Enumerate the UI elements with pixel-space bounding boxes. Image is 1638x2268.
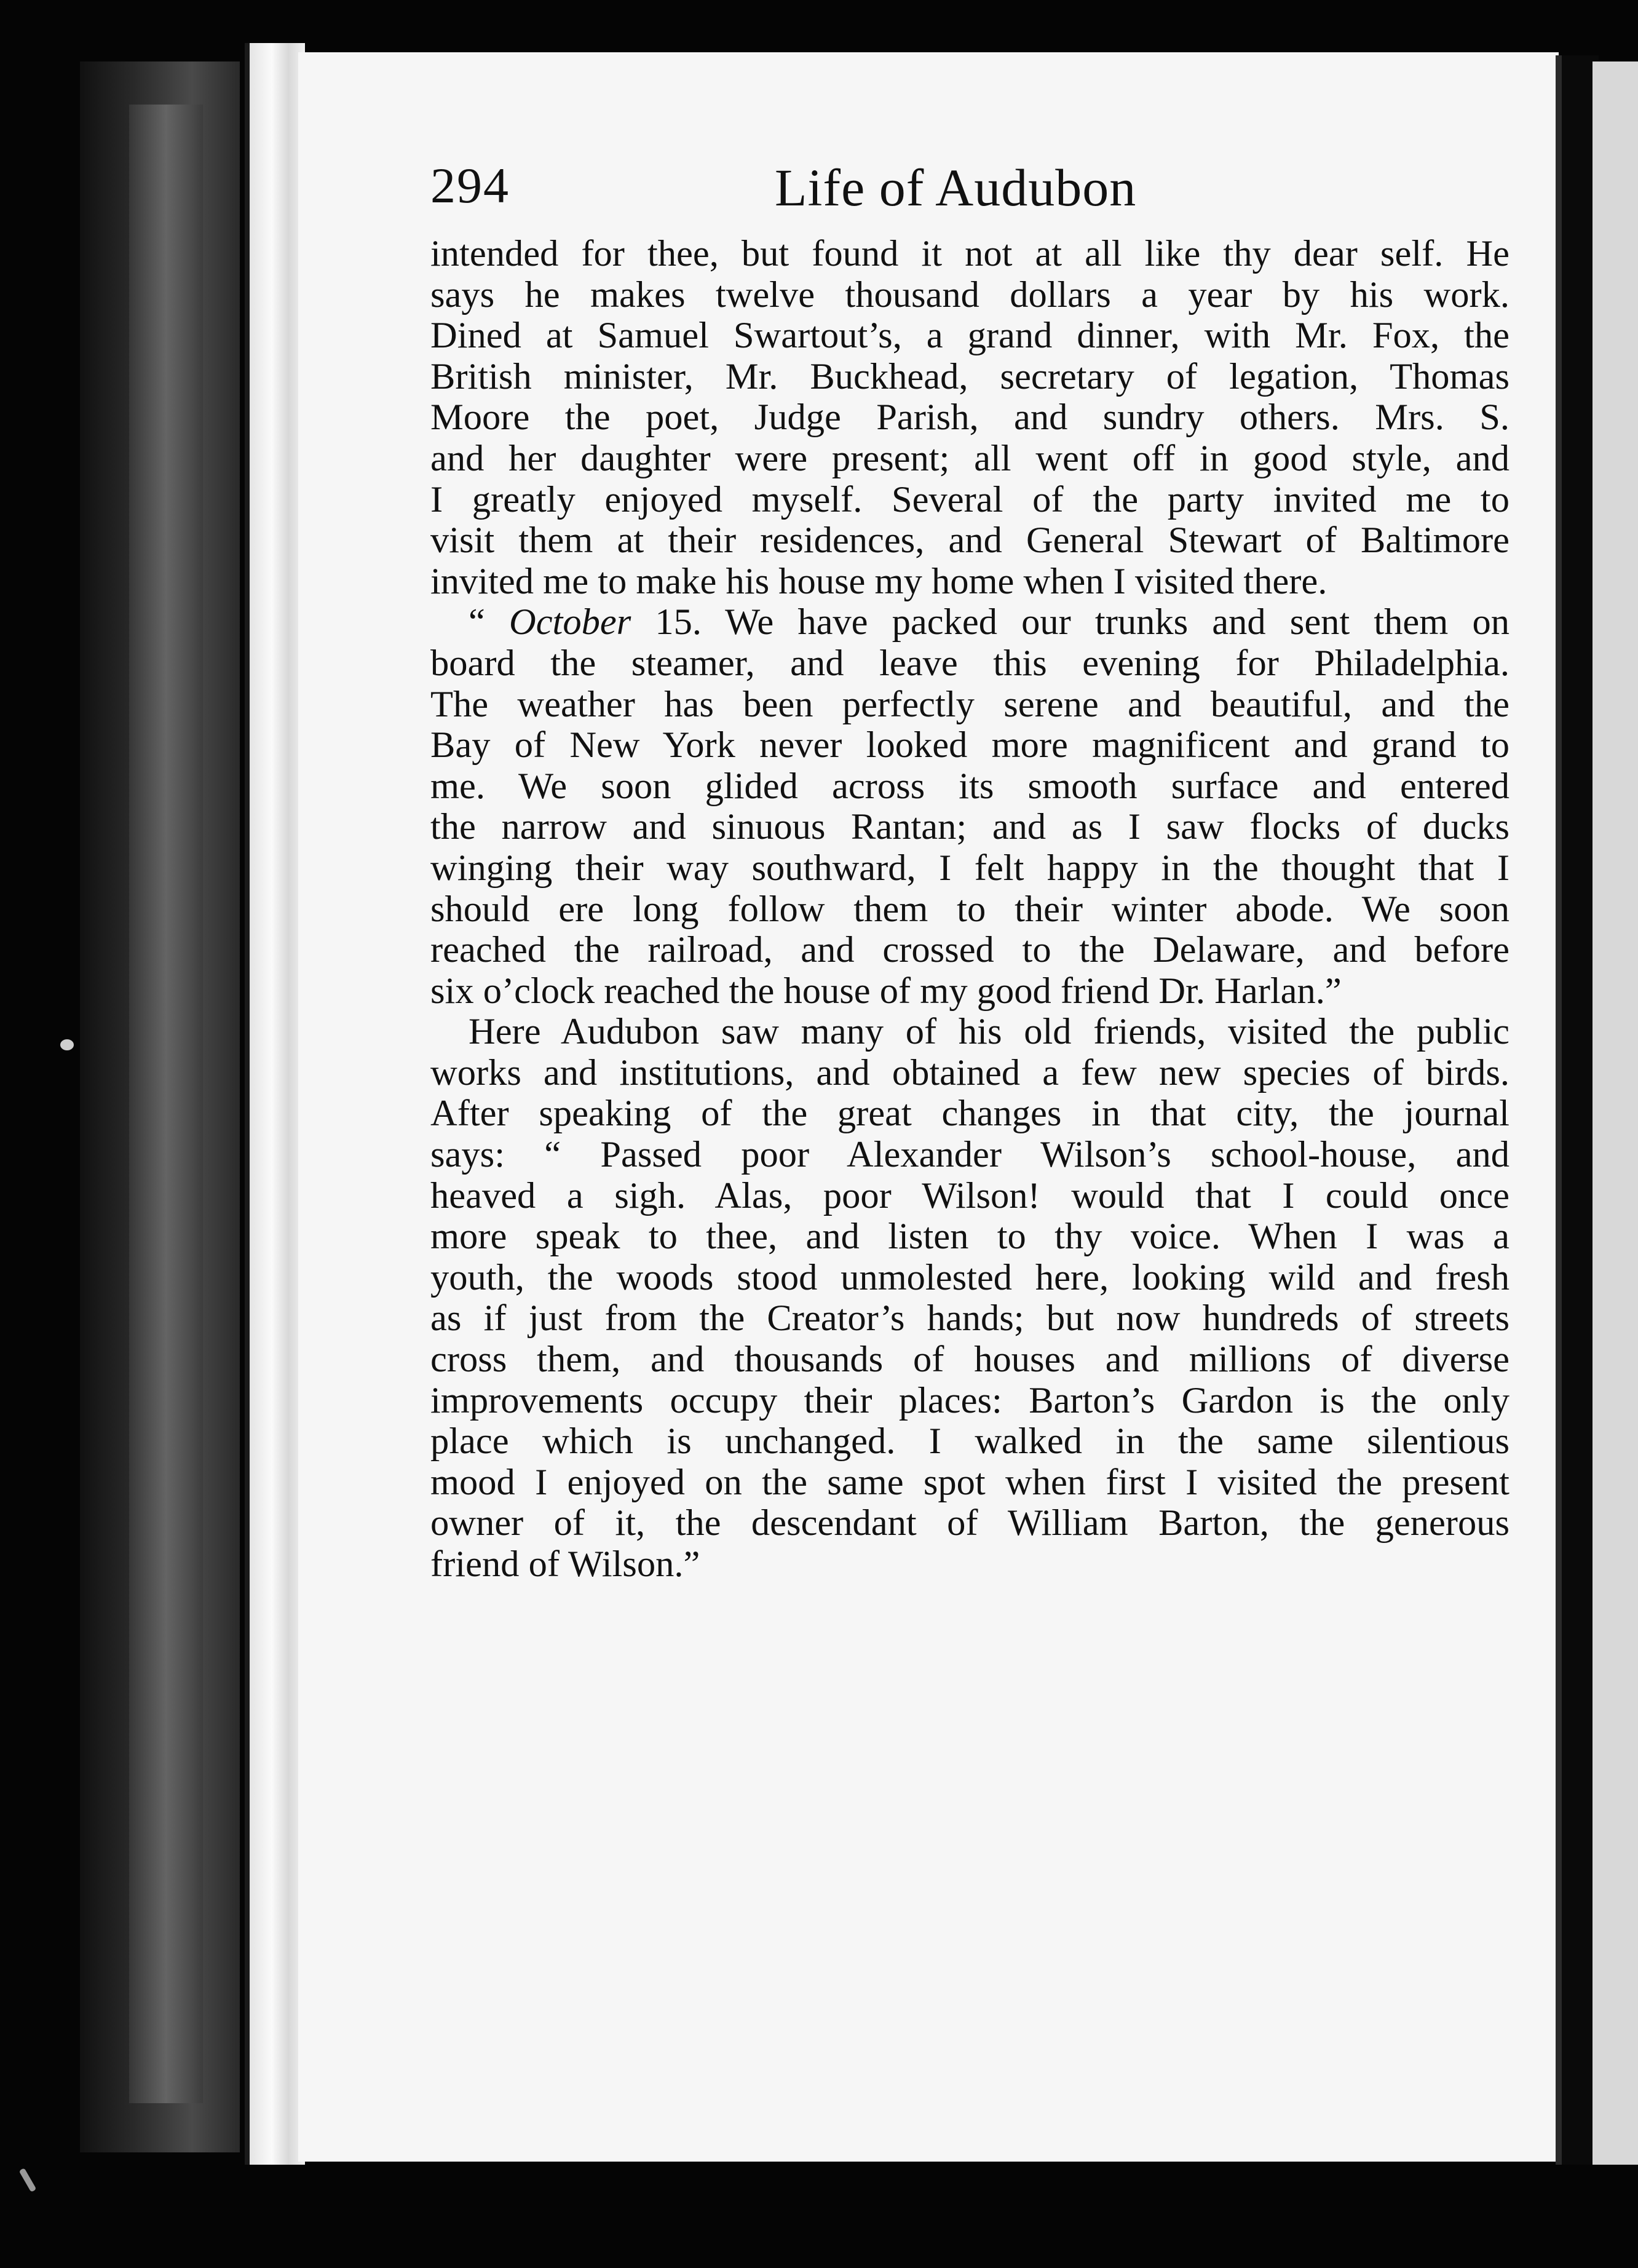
text-line: invited me to make his house my home when I visited there.	[430, 560, 1327, 602]
text-line: place which is unchanged. I walked in the same silentious	[430, 1421, 1509, 1462]
scan-speck	[60, 1039, 74, 1050]
spine-band	[129, 105, 203, 2103]
paragraph-1	[430, 234, 1509, 602]
text-line: heaved a sigh. Alas, poor Wilson! would that I could once	[430, 1175, 1509, 1216]
text-line: reached the railroad, and crossed to the Delaware, and before	[430, 929, 1509, 971]
page-edge	[245, 43, 305, 2165]
first-line-rest: 15. We have packed our trunks and sent them on	[631, 601, 1509, 643]
scan-speck	[19, 2168, 37, 2192]
text-line: Dined at Samuel Swartout’s, a grand dinner, with Mr. Fox, the	[430, 315, 1509, 357]
text-line: should ere long follow them to their winter abode. We soon	[430, 888, 1509, 930]
paragraph-2	[430, 602, 1509, 1012]
text-line: I greatly enjoyed myself. Several of the party invited me to	[430, 478, 1509, 520]
text-line: youth, the woods stood unmolested here, looking wild and fresh	[430, 1256, 1509, 1298]
text-line: says he makes twelve thousand dollars a year by his work.	[430, 274, 1509, 315]
text-line: the narrow and sinuous Rantan; and as I saw flocks of ducks	[430, 806, 1509, 848]
text-line: The weather has been perfectly serene and beautiful, and the	[430, 683, 1509, 725]
text-line: friend of Wilson.”	[430, 1544, 700, 1585]
text-line: more speak to thee, and listen to thy voice. When I was a	[430, 1216, 1509, 1258]
text-line: owner of it, the descendant of William Barton, the generous	[430, 1502, 1509, 1544]
text-line: Here Audubon saw many of his old friends, visited the public	[469, 1011, 1509, 1053]
text-line: works and institutions, and obtained a few new species of birds.	[430, 1052, 1509, 1093]
text-line: Moore the poet, Judge Parish, and sundry others. Mrs. S.	[430, 397, 1509, 438]
text-line	[430, 602, 1509, 643]
text-line: says: “ Passed poor Alexander Wilson’s school-house, and	[430, 1134, 1509, 1176]
text-line: cross them, and thousands of houses and millions of diverse	[430, 1339, 1509, 1381]
text-line: six o’clock reached the house of my good friend Dr. Harlan.”	[430, 970, 1342, 1012]
text-line: me. We soon glided across its smooth surface and entered	[430, 765, 1509, 807]
running-head	[430, 157, 1506, 224]
paragraph-3	[430, 1012, 1509, 1585]
text-line: board the steamer, and leave this evening for Philadelphia.	[430, 642, 1509, 684]
body-text	[430, 234, 1509, 1585]
text-line: Bay of New York never looked more magnificent and grand to	[430, 724, 1509, 766]
page-number: 294	[430, 157, 510, 213]
text-line: British minister, Mr. Buckhead, secretary of legation, Thomas	[430, 355, 1509, 397]
running-title: Life of Audubon	[775, 158, 1137, 217]
text-line: mood I enjoyed on the same spot when first I visited the present	[430, 1461, 1509, 1503]
text-line: winging their way southward, I felt happy in the thought that I	[430, 847, 1509, 889]
text-line: and her daughter were present; all went off in good style, and	[430, 437, 1509, 479]
text-line: intended for thee, but found it not at all like thy dear self. He	[430, 233, 1509, 274]
facing-page-edge	[1593, 61, 1638, 2165]
text-line: visit them at their residences, and General Stewart of Baltimore	[430, 520, 1509, 561]
entry-date: October	[509, 601, 631, 643]
opening-quote: “	[469, 601, 509, 643]
text-line: as if just from the Creator’s hands; but now hundreds of streets	[430, 1298, 1509, 1339]
text-line: improvements occupy their places: Barton’s Gardon is the only	[430, 1379, 1509, 1421]
text-line: After speaking of the great changes in that city, the journal	[430, 1093, 1509, 1135]
